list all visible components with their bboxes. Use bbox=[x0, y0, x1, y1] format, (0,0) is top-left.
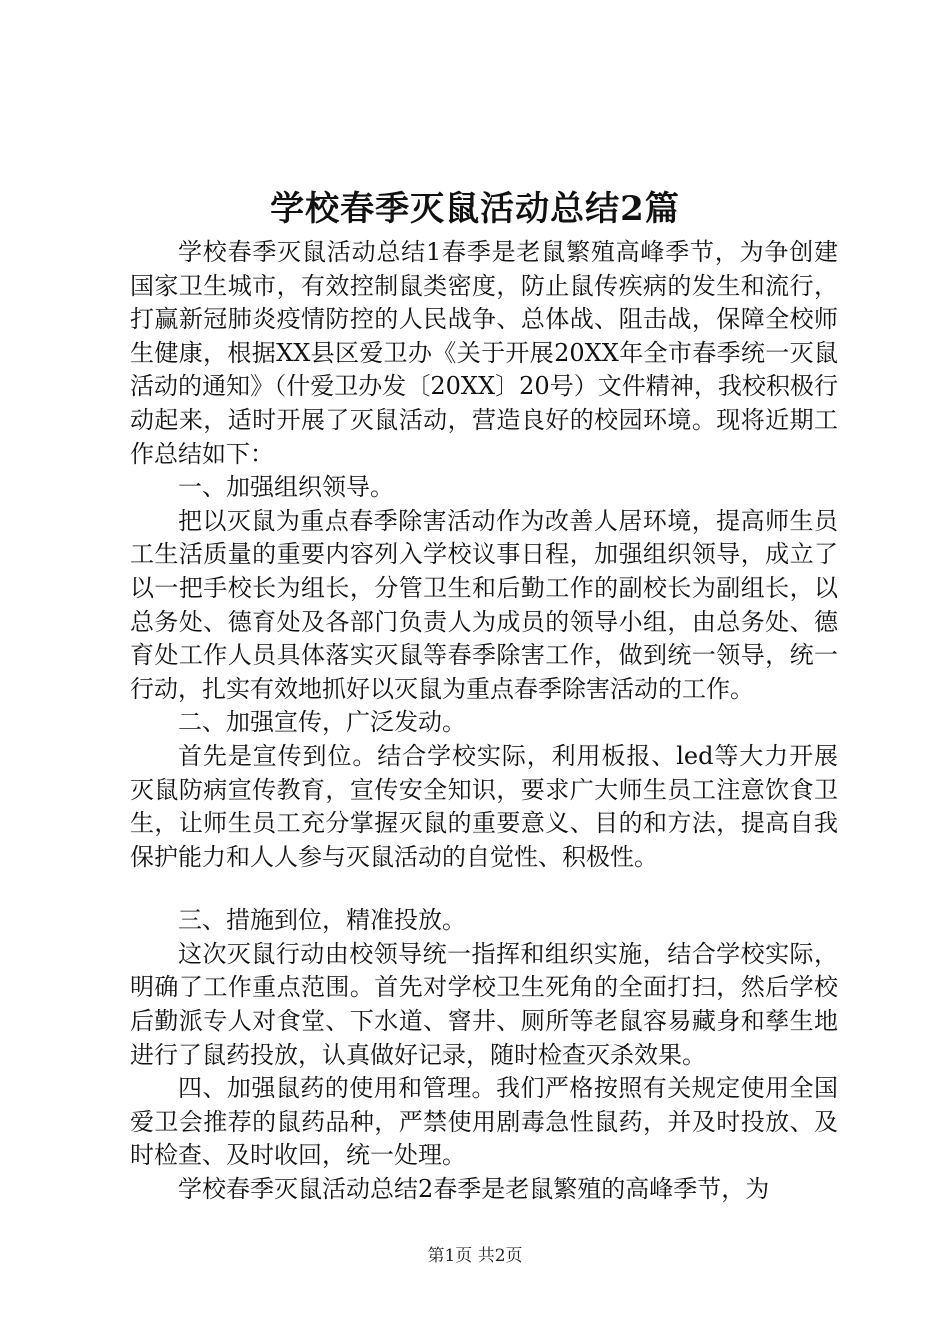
paragraph-section-4: 四、加强鼠药的使用和管理。我们严格按照有关规定使用全国爱卫会推荐的鼠药品种，严禁使用剧毒急性鼠药，并及时投放、及时检查、及时收回，统一处理。 bbox=[130, 1074, 838, 1170]
paragraph-intro: 学校春季灭鼠活动总结1春季是老鼠繁殖高峰季节，为争创建国家卫生城市，有效控制鼠类密度，防止鼠传疾病的发生和流行，打赢新冠肺炎疫情防控的人民战争、总体战、阻击战，保障全校师生健康，根据XX县区爱卫办《关于开展20XX年全市春季统一灭鼠活动的通知》（什爱卫办发〔20XX〕20号）文件精神，我校积极行动起来，适时开展了灭鼠活动，营造良好的校园环境。现将近期工作总结如下： bbox=[130, 238, 838, 468]
section-heading-3: 三、措施到位，精准投放。 bbox=[178, 906, 466, 935]
paragraph-section-1: 把以灭鼠为重点春季除害活动作为改善人居环境，提高师生员工生活质量的重要内容列入学校议事日程，加强组织领导，成立了以一把手校长为组长，分管卫生和后勤工作的副校长为副组长，以总务处、德育处及各部门负责人为成员的领导小组，由总务处、德育处工作人员具体落实灭鼠等春季除害工作，做到统一领导，统一行动，扎实有效地抓好以灭鼠为重点春季除害活动的工作。 bbox=[130, 506, 838, 703]
paragraph-gap bbox=[130, 874, 838, 904]
document-body bbox=[130, 236, 838, 1207]
paragraph-section-3: 这次灭鼠行动由校领导统一指挥和组织实施，结合学校实际，明确了工作重点范围。首先对学校卫生死角的全面打扫，然后学校后勤派专人对食堂、下水道、窨井、厕所等老鼠容易藏身和孳生地进行了鼠药投放，认真做好记录，随时检查灭杀效果。 bbox=[130, 939, 838, 1069]
section-heading-1: 一、加强组织领导。 bbox=[178, 473, 394, 502]
paragraph-section-2: 首先是宣传到位。结合学校实际，利用板报、led等大力开展灭鼠防病宣传教育，宣传安全知识，要求广大师生员工注意饮食卫生，让师生员工充分掌握灭鼠的重要意义、目的和方法，提高自我保护能力和人人参与灭鼠活动的自觉性、积极性。 bbox=[130, 741, 838, 871]
section-heading-2: 二、加强宣传，广泛发动。 bbox=[178, 708, 466, 737]
paragraph-summary-2-start: 学校春季灭鼠活动总结2春季是老鼠繁殖的高峰季节，为 bbox=[178, 1175, 770, 1204]
document-title: 学校春季灭鼠活动总结2篇 bbox=[270, 189, 680, 229]
page-number-footer: 第1页 共2页 bbox=[427, 1246, 523, 1266]
